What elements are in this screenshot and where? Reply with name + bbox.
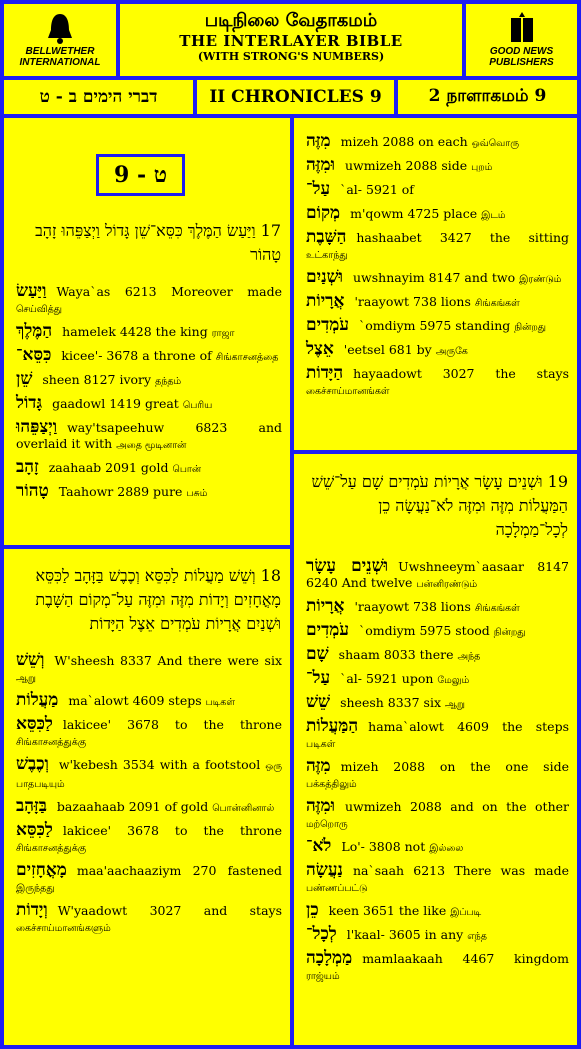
- hebrew-word: עַל־: [306, 179, 331, 199]
- verse-19-panel: [294, 454, 577, 1045]
- hebrew-word: עַל־: [306, 668, 331, 688]
- word-entry: [16, 716, 282, 751]
- word-entry: [16, 371, 282, 390]
- word-entry: [16, 459, 282, 478]
- tamil-gloss: பக்கத்திலும்: [306, 779, 357, 790]
- transliteration-gloss: gaadowl 1419 great: [52, 396, 179, 411]
- verse-18-entries: [4, 652, 290, 937]
- hebrew-word: שֵׁשׁ: [306, 692, 331, 712]
- word-entry: [306, 838, 569, 857]
- transliteration-gloss: lakicee' 3678 to the throne: [62, 823, 282, 838]
- transliteration-gloss: ma`alowt 4609 steps: [68, 693, 202, 708]
- tamil-gloss: கைச்சாய்மானங்களும்: [16, 923, 111, 934]
- word-entry: [306, 862, 569, 897]
- transliteration-gloss: `omdiym 5975 stood: [358, 623, 490, 638]
- hebrew-word: מְקוֹם: [306, 203, 341, 223]
- hebrew-word: מַמְלָכָה: [306, 948, 353, 968]
- tamil-gloss: பொன்னினால்: [212, 803, 275, 814]
- tamil-gloss: அருகே: [435, 346, 468, 357]
- transliteration-gloss: Waya`as 6213 Moreover made: [56, 284, 282, 299]
- tamil-gloss: எந்த: [467, 931, 487, 942]
- transliteration-gloss: na`saah 6213 There was made: [352, 863, 569, 878]
- tamil-gloss: அதை மூடினான்: [116, 440, 187, 451]
- transliteration-gloss: 'eetsel 681 by: [343, 342, 432, 357]
- hebrew-word: עֹמְדִים: [306, 315, 349, 335]
- tamil-gloss: கைச்சாய்மானங்கள்: [306, 386, 390, 397]
- transliteration-gloss: l'kaal- 3605 in any: [346, 927, 464, 942]
- tamil-gloss: இருந்தது: [16, 883, 55, 894]
- transliteration-gloss: uwshnayim 8147 and two: [352, 270, 516, 285]
- verse-17-text: 17 וַיַּעַשׂ הַמֶּלֶךְ כִּסֵּא־שֵׁן גָּדוֹל וַיְצַפֵּהוּ זָהָב טָהוֹר: [35, 221, 281, 264]
- bell-icon: [45, 12, 75, 46]
- hebrew-word: וְיָדוֹת: [16, 900, 48, 920]
- tamil-gloss: படிகள்: [306, 739, 336, 750]
- tamil-gloss: பொன்: [172, 464, 202, 475]
- verse-19-entries: [294, 558, 577, 985]
- hebrew-word: הַמַּעֲלוֹת: [306, 716, 359, 736]
- transliteration-gloss: bazaahaab 2091 of gold: [56, 799, 209, 814]
- transliteration-gloss: mamlaakaah 4467 kingdom: [362, 951, 569, 966]
- tamil-gloss: நின்றது: [493, 627, 526, 638]
- hebrew-word: וְשֵׁשׁ: [16, 650, 45, 670]
- word-entry: [16, 902, 282, 937]
- hebrew-word: מַעֲלוֹת: [16, 690, 59, 710]
- verse-17-continued-entries: [294, 133, 577, 400]
- word-entry: [306, 926, 569, 945]
- tamil-gloss: ஆறு: [445, 699, 465, 710]
- hebrew-word: אֵצֶל: [306, 339, 334, 359]
- transliteration-gloss: hashaabet 3427 the sitting: [356, 230, 569, 245]
- tamil-gloss: இடம்: [481, 210, 506, 221]
- transliteration-gloss: lakicee' 3678 to the throne: [62, 717, 282, 732]
- tamil-gloss: செய்வித்து: [16, 304, 63, 315]
- hebrew-word: כִּסֵּא־: [16, 345, 52, 365]
- word-entry: [16, 692, 282, 711]
- transliteration-gloss: hayaadowt 3027 the stays: [353, 366, 569, 381]
- hebrew-word: הַמֶּלֶךְ: [16, 321, 53, 341]
- good-news-logo: [466, 4, 577, 76]
- word-entry: [16, 822, 282, 857]
- tamil-gloss: உட்காந்து: [306, 250, 348, 261]
- transliteration-gloss: m'qowm 4725 place: [350, 206, 478, 221]
- word-entry: [306, 670, 569, 689]
- word-entry: [16, 798, 282, 817]
- hebrew-word: מִזֶּה: [306, 131, 331, 151]
- transliteration-gloss: kicee'- 3678 a throne of: [61, 348, 212, 363]
- verse-18-panel: [4, 549, 290, 1045]
- tamil-gloss: இப்படி: [450, 907, 482, 918]
- hebrew-word: שָׁם: [306, 644, 329, 664]
- page-title-block: [120, 4, 462, 76]
- tamil-gloss: நின்றது: [514, 322, 547, 333]
- tamil-gloss: சிங்கங்கள்: [474, 603, 520, 614]
- word-entry: [306, 181, 569, 200]
- tamil-gloss: இல்லை: [429, 843, 464, 854]
- word-entry: [16, 756, 282, 793]
- word-entry: [16, 483, 282, 502]
- bellwether-logo: [4, 4, 116, 76]
- transliteration-gloss: zaahaab 2091 gold: [48, 460, 169, 475]
- tamil-gloss: புறம்: [471, 162, 493, 173]
- tamil-gloss: ராஜா: [211, 328, 235, 339]
- hebrew-word: אֲרָיוֹת: [306, 596, 345, 616]
- word-entry: [16, 347, 282, 366]
- book-english: II CHRONICLES 9: [197, 80, 394, 114]
- transliteration-gloss: uwmizeh 2088 and on the other: [344, 799, 569, 814]
- transliteration-gloss: `al- 5921 of: [340, 182, 414, 197]
- transliteration-gloss: w'kebesh 3534 with a footstool: [58, 757, 261, 772]
- word-entry: [16, 652, 282, 687]
- transliteration-gloss: W'yaadowt 3027 and stays: [57, 903, 282, 918]
- transliteration-gloss: Lo'- 3808 not: [341, 839, 426, 854]
- hebrew-word: זָהָב: [16, 457, 39, 477]
- tamil-gloss: சிங்காசனத்துக்கு: [16, 843, 87, 854]
- hebrew-word: לַכִּסֵּא: [16, 714, 53, 734]
- verse-18-text: 18 וְשֵׁשׁ מַעֲלוֹת לַכִּסֵּא וְכֶבֶשׁ בַּזָּהָב לַכִּסֵּא מָאֳחָזִים וְיָדוֹת מִזֶּה וּמִזֶּה עַל־מְקוֹם הַשָּׁבֶת וּשְׁנַיִם אֲרָיוֹת עֹמְדִים אֵצֶל הַיָּדוֹת: [35, 566, 281, 633]
- word-entry: [306, 950, 569, 985]
- tamil-title: படிநிலை வேதாகமம்: [204, 10, 378, 31]
- tamil-gloss: பன்னிரண்டும்: [416, 579, 478, 590]
- word-entry: [306, 157, 569, 176]
- word-entry: [306, 758, 569, 793]
- tamil-gloss: ஒவ்வொரு: [471, 138, 519, 149]
- transliteration-gloss: Uwshneeym`aasaar 8147 6240 And twelve: [306, 559, 569, 590]
- hebrew-word: וּשְׁנַיִם: [306, 267, 343, 287]
- transliteration-gloss: `al- 5921 upon: [340, 671, 434, 686]
- tamil-gloss: ராஜ்யம்: [306, 971, 340, 982]
- verse-17-entries: [4, 283, 290, 502]
- transliteration-gloss: hamelek 4428 the king: [62, 324, 208, 339]
- transliteration-gloss: hama`alowt 4609 the steps: [368, 719, 569, 734]
- word-entry: [306, 293, 569, 312]
- hebrew-word: אֲרָיוֹת: [306, 291, 345, 311]
- page-subtitle: (WITH STRONG'S NUMBERS): [197, 50, 385, 63]
- word-entry: [16, 419, 282, 454]
- tamil-gloss: மற்றொரு: [306, 819, 348, 830]
- hebrew-word: לְכָל־: [306, 924, 337, 944]
- transliteration-gloss: keen 3651 the like: [328, 903, 447, 918]
- verse-17-continued-panel: [294, 118, 577, 450]
- word-entry: [306, 694, 569, 713]
- hebrew-word: גָּדוֹל: [16, 393, 43, 413]
- tamil-gloss: இரண்டும்: [519, 274, 562, 285]
- word-entry: [306, 365, 569, 400]
- tamil-gloss: ஆறு: [16, 673, 36, 684]
- word-entry: [306, 229, 569, 264]
- book-icon: [507, 12, 537, 46]
- hebrew-word: שֵׁן: [16, 369, 33, 389]
- transliteration-gloss: mizeh 2088 on each: [340, 134, 468, 149]
- tamil-gloss: அந்த: [457, 651, 481, 662]
- tamil-gloss: சிங்காசனத்துக்கு: [16, 737, 87, 748]
- word-entry: [16, 323, 282, 342]
- book-tamil: 2 நாளாகமம் 9: [398, 80, 577, 114]
- word-entry: [306, 798, 569, 833]
- transliteration-gloss: shaam 8033 there: [338, 647, 454, 662]
- hebrew-word: הַשָּׁבֶת: [306, 227, 347, 247]
- hebrew-word: לַכִּסֵּא: [16, 820, 53, 840]
- hebrew-word: לֹא־: [306, 836, 332, 856]
- word-entry: [306, 646, 569, 665]
- hebrew-word: וְכֶבֶשׁ: [16, 754, 49, 774]
- hebrew-word: מָאֳחָזִים: [16, 860, 67, 880]
- hebrew-word: הַיָּדוֹת: [306, 363, 344, 383]
- tamil-gloss: தந்தம்: [155, 376, 182, 387]
- word-entry: [16, 283, 282, 318]
- tamil-gloss: ஒரு பாதபடியும்: [16, 761, 282, 790]
- hebrew-word: וּמִזֶּה: [306, 796, 335, 816]
- transliteration-gloss: uwmizeh 2088 side: [344, 158, 468, 173]
- transliteration-gloss: Taahowr 2889 pure: [58, 484, 183, 499]
- transliteration-gloss: 'raayowt 738 lions: [354, 599, 471, 614]
- chapter-label: ט - 9: [96, 154, 185, 196]
- page-title: THE INTERLAYER BIBLE: [179, 32, 403, 50]
- tamil-gloss: சிங்காசனத்தை: [215, 352, 279, 363]
- word-entry: [306, 317, 569, 336]
- transliteration-gloss: 'raayowt 738 lions: [354, 294, 471, 309]
- transliteration-gloss: maa'aachaaziym 270 fastened: [76, 863, 282, 878]
- word-entry: [306, 622, 569, 641]
- verse-17-panel: [4, 118, 290, 545]
- transliteration-gloss: mizeh 2088 on the one side: [340, 759, 569, 774]
- word-entry: [306, 341, 569, 360]
- tamil-gloss: சிங்கங்கள்: [474, 298, 520, 309]
- word-entry: [306, 558, 569, 593]
- hebrew-word: נַעֲשָׂה: [306, 860, 343, 880]
- hebrew-word: וַיַּעַשׂ: [16, 281, 47, 301]
- book-hebrew: דברי הימים ב - ט: [4, 80, 193, 114]
- verse-19-text: 19 וּשְׁנֵים עָשָׂר אֲרָיוֹת עֹמְדִים שָׁם עַל־שֵׁשׁ הַמַּעֲלוֹת מִזֶּה וּמִזֶּה לֹא־נַעֲשָׂה כֵן לְכָל־מַמְלָכָה: [311, 472, 568, 539]
- hebrew-word: כֵן: [306, 900, 319, 920]
- tamil-gloss: பண்ணப்பட்டு: [306, 883, 368, 894]
- hebrew-word: מִזֶּה: [306, 756, 331, 776]
- hebrew-word: עֹמְדִים: [306, 620, 349, 640]
- word-entry: [306, 133, 569, 152]
- hebrew-word: וַיְצַפֵּהוּ: [16, 417, 58, 437]
- good-news-logo-text: GOOD NEWS PUBLISHERS: [489, 46, 554, 68]
- tamil-gloss: மேலும்: [437, 675, 470, 686]
- hebrew-word: בַּזָּהָב: [16, 796, 47, 816]
- word-entry: [306, 902, 569, 921]
- hebrew-word: וּשְׁנֵים עָשָׂר: [306, 556, 389, 576]
- word-entry: [16, 862, 282, 897]
- word-entry: [306, 598, 569, 617]
- bellwether-logo-text: BELLWETHER INTERNATIONAL: [19, 46, 101, 68]
- word-entry: [306, 718, 569, 753]
- transliteration-gloss: sheesh 8337 six: [340, 695, 442, 710]
- transliteration-gloss: way'tsapeehuw 6823 and overlaid it with: [16, 420, 282, 451]
- tamil-gloss: பசும்: [186, 488, 208, 499]
- word-entry: [306, 269, 569, 288]
- tamil-gloss: படிகள்: [205, 697, 235, 708]
- hebrew-word: וּמִזֶּה: [306, 155, 335, 175]
- tamil-gloss: பெரிய: [182, 400, 213, 411]
- word-entry: [16, 395, 282, 414]
- hebrew-word: טָהוֹר: [16, 481, 49, 501]
- transliteration-gloss: W'sheesh 8337 And there were six: [54, 653, 282, 668]
- transliteration-gloss: `omdiym 5975 standing: [358, 318, 511, 333]
- transliteration-gloss: sheen 8127 ivory: [42, 372, 152, 387]
- word-entry: [306, 205, 569, 224]
